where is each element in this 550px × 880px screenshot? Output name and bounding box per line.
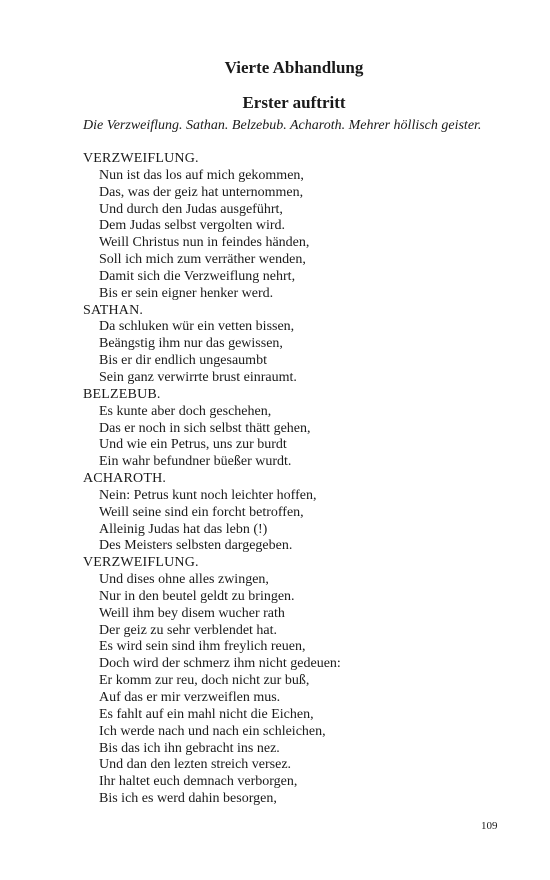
verse-line: Und dan den lezten streich versez.	[99, 757, 292, 773]
act-title: Vierte Abhandlung	[224, 58, 364, 77]
verse-line: Nun ist das los auf mich gekommen,	[99, 167, 304, 183]
speaker-name: ACHAROTH.	[83, 471, 167, 487]
speaker-name: BELZEBUB.	[83, 386, 161, 402]
verse-line: Bis er sein eigner henker werd.	[99, 285, 274, 301]
verse-line: Und dises ohne alles zwingen,	[99, 572, 269, 588]
verse-line: Bis ich es werd dahin besorgen,	[99, 791, 277, 807]
verse-line: Es fahlt auf ein mahl nicht die Eichen,	[99, 706, 314, 722]
verse-line: Ihr haltet euch demnach verborgen,	[99, 774, 298, 790]
cast-list: Die Verzweiflung. Sathan. Belzebub. Acharoth. Mehrer höllisch geister.	[83, 118, 482, 133]
verse-line: Weill seine sind ein forcht betroffen,	[99, 504, 304, 520]
verse-line: Alleinig Judas hat das lebn (!)	[99, 521, 268, 537]
verse-line: Der geiz zu sehr verblendet hat.	[99, 622, 278, 638]
verse-line: Er komm zur reu, doch nicht zur buß,	[99, 673, 310, 689]
verse-line: Und durch den Judas ausgeführt,	[99, 201, 283, 217]
verse-line: Weill Christus nun in feindes händen,	[99, 235, 310, 251]
verse-line: Es wird sein sind ihm freylich reuen,	[99, 639, 306, 655]
verse-line: Es kunte aber doch geschehen,	[99, 403, 272, 419]
speaker-name: VERZWEIFLUNG.	[83, 555, 199, 571]
verse-text	[83, 151, 341, 808]
verse-line: Ich werde nach und nach ein schleichen,	[99, 723, 326, 739]
scene-title: Erster auftritt	[242, 93, 346, 112]
verse-line: Das, was der geiz hat unternommen,	[99, 184, 304, 200]
verse-line: Dem Judas selbst vergolten wird.	[99, 218, 285, 234]
verse-line: Des Meisters selbsten dargegeben.	[99, 538, 293, 554]
verse-line: Bis das ich ihn gebracht ins nez.	[99, 740, 280, 756]
verse-line: Nur in den beutel geldt zu bringen.	[99, 588, 295, 604]
verse-line: Und wie ein Petrus, uns zur burdt	[99, 437, 287, 453]
verse-line: Doch wird der schmerz ihm nicht gedeuen:	[99, 656, 341, 672]
speaker-name: VERZWEIFLUNG.	[83, 151, 199, 166]
verse-line: Das er noch in sich selbst thätt gehen,	[99, 420, 311, 436]
page-number: 109	[481, 820, 498, 832]
verse-line: Da schluken wür ein vetten bissen,	[99, 319, 295, 335]
verse-line: Damit sich die Verzweiflung nehrt,	[99, 268, 296, 284]
verse-line: Weill ihm bey disem wucher rath	[99, 605, 285, 621]
verse-line: Sein ganz verwirrte brust einraumt.	[99, 369, 297, 385]
speaker-name: SATHAN.	[83, 302, 144, 318]
verse-line: Beängstig ihm nur das gewissen,	[99, 336, 283, 352]
verse-line: Nein: Petrus kunt noch leichter hoffen,	[99, 487, 317, 503]
verse-line: Ein wahr befundner büeßer wurdt.	[99, 454, 292, 470]
verse-line: Soll ich mich zum verräther wenden,	[99, 252, 306, 268]
verse-line: Bis er dir endlich ungesaumbt	[99, 353, 267, 369]
verse-line: Auf das er mir verzweiflen mus.	[99, 690, 281, 705]
